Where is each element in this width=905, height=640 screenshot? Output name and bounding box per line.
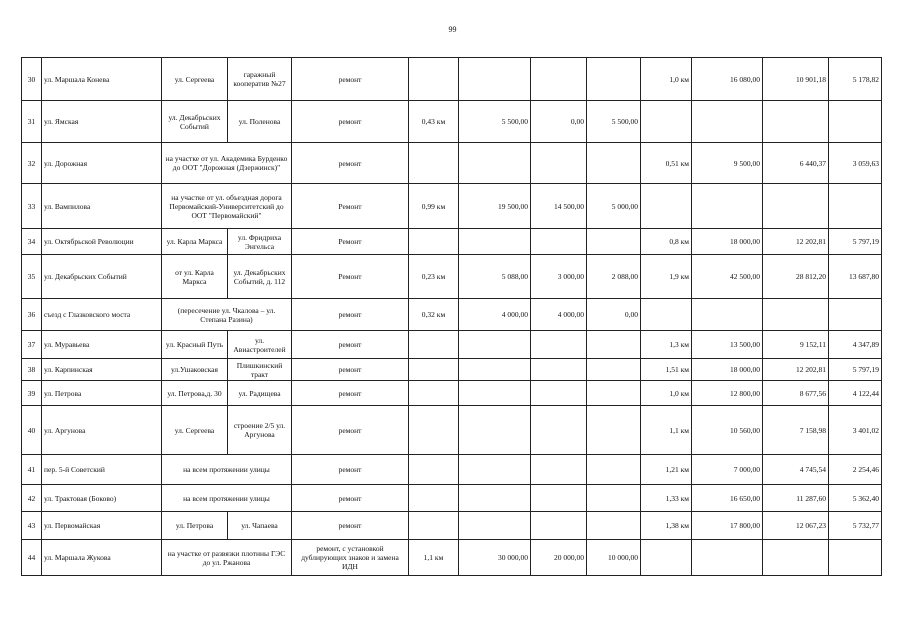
cost-part-b-first [587, 512, 641, 540]
cost-total-first [459, 512, 531, 540]
street-name: ул. Октябрьской Революции [42, 229, 162, 255]
table-row [22, 331, 882, 359]
cost-part-b-first [587, 381, 641, 406]
length-second: 1,51 км [641, 359, 692, 381]
street-name: ул. Муравьева [42, 331, 162, 359]
cost-part-a-first [531, 381, 587, 406]
length-first: 0,23 км [409, 255, 459, 299]
table-row [22, 359, 882, 381]
cost-total-first [459, 406, 531, 455]
cost-total-first [459, 485, 531, 512]
cost-part-a-second: 12 067,23 [763, 512, 829, 540]
cost-total-second [692, 299, 763, 331]
table-row [22, 143, 882, 184]
cost-part-a-first [531, 512, 587, 540]
cost-total-second: 18 000,00 [692, 229, 763, 255]
length-first: 0,32 км [409, 299, 459, 331]
cost-part-b-first [587, 58, 641, 101]
length-second: 0,51 км [641, 143, 692, 184]
section-from: ул. Карла Маркса [162, 229, 228, 255]
section-to: ул. Декабрьских Событий, д. 112 [228, 255, 292, 299]
length-first: 0,43 км [409, 101, 459, 143]
street-name: ул. Декабрьских Событий [42, 255, 162, 299]
cost-part-a-second: 8 677,56 [763, 381, 829, 406]
street-name: ул. Дорожная [42, 143, 162, 184]
work-type: Ремонт [292, 255, 409, 299]
cost-part-b-second: 4 347,89 [829, 331, 882, 359]
cost-total-second: 7 000,00 [692, 455, 763, 485]
page-number: 99 [448, 25, 457, 34]
cost-part-a-second: 11 287,60 [763, 485, 829, 512]
table-row [22, 229, 882, 255]
length-second: 0,8 км [641, 229, 692, 255]
cost-part-b-second [829, 299, 882, 331]
section-from: ул. Сергеева [162, 58, 228, 101]
cost-part-b-first: 5 000,00 [587, 184, 641, 229]
cost-total-second: 18 000,00 [692, 359, 763, 381]
section-to: ул. Фридриха Энгельса [228, 229, 292, 255]
table-body [22, 58, 882, 576]
street-name: пер. 5-й Советский [42, 455, 162, 485]
cost-total-first [459, 229, 531, 255]
row-number: 43 [22, 512, 42, 540]
cost-part-a-first: 0,00 [531, 101, 587, 143]
table-row [22, 299, 882, 331]
cost-part-a-first: 4 000,00 [531, 299, 587, 331]
length-first [409, 58, 459, 101]
cost-total-first [459, 58, 531, 101]
cost-part-a-second [763, 540, 829, 576]
work-type: ремонт [292, 485, 409, 512]
cost-total-first: 5 088,00 [459, 255, 531, 299]
cost-total-first [459, 359, 531, 381]
work-type: ремонт [292, 101, 409, 143]
row-number: 38 [22, 359, 42, 381]
length-first [409, 331, 459, 359]
length-second: 1,1 км [641, 406, 692, 455]
section-description: на участке от ул. объездная дорога Первомайский-Университетский до ООТ "Первомайский" [162, 184, 292, 229]
row-number: 40 [22, 406, 42, 455]
section-to: Плишкинский тракт [228, 359, 292, 381]
street-name: ул. Аргунова [42, 406, 162, 455]
table-row [22, 406, 882, 455]
table-row [22, 184, 882, 229]
length-second [641, 184, 692, 229]
cost-part-a-second [763, 184, 829, 229]
work-type: ремонт [292, 143, 409, 184]
cost-total-second: 17 800,00 [692, 512, 763, 540]
section-to: строение 2/5 ул. Аргунова [228, 406, 292, 455]
length-second: 1,33 км [641, 485, 692, 512]
cost-part-b-first: 10 000,00 [587, 540, 641, 576]
row-number: 33 [22, 184, 42, 229]
cost-part-a-first [531, 406, 587, 455]
length-second: 1,21 км [641, 455, 692, 485]
cost-part-a-second: 12 202,81 [763, 359, 829, 381]
cost-total-first: 19 500,00 [459, 184, 531, 229]
cost-total-second: 16 650,00 [692, 485, 763, 512]
cost-part-a-second [763, 299, 829, 331]
street-name: ул. Карпинская [42, 359, 162, 381]
cost-part-a-first [531, 143, 587, 184]
section-to: ул. Чапаева [228, 512, 292, 540]
work-type: ремонт [292, 406, 409, 455]
cost-part-a-second: 10 901,18 [763, 58, 829, 101]
cost-part-b-first [587, 359, 641, 381]
section-to: ул. Поленова [228, 101, 292, 143]
row-number: 36 [22, 299, 42, 331]
cost-part-a-first [531, 485, 587, 512]
length-first [409, 406, 459, 455]
cost-part-b-second: 4 122,44 [829, 381, 882, 406]
cost-part-a-second: 6 440,37 [763, 143, 829, 184]
cost-total-second [692, 540, 763, 576]
cost-part-a-second: 12 202,81 [763, 229, 829, 255]
cost-total-second: 12 800,00 [692, 381, 763, 406]
street-name: ул. Петрова [42, 381, 162, 406]
length-first: 0,99 км [409, 184, 459, 229]
work-type: Ремонт [292, 229, 409, 255]
street-name: ул. Маршала Жукова [42, 540, 162, 576]
cost-part-b-second: 3 059,63 [829, 143, 882, 184]
table-row [22, 255, 882, 299]
section-from: ул. Петрова [162, 512, 228, 540]
section-to: ул. Авиастроителей [228, 331, 292, 359]
cost-part-a-first [531, 359, 587, 381]
section-to: гаражный кооператив №27 [228, 58, 292, 101]
cost-part-b-second [829, 101, 882, 143]
cost-part-b-first [587, 331, 641, 359]
work-type: ремонт [292, 455, 409, 485]
cost-part-b-first [587, 229, 641, 255]
street-name: ул. Маршала Конева [42, 58, 162, 101]
cost-total-second: 16 080,00 [692, 58, 763, 101]
work-type: ремонт [292, 359, 409, 381]
cost-total-first [459, 331, 531, 359]
row-number: 30 [22, 58, 42, 101]
work-type: ремонт [292, 381, 409, 406]
cost-part-b-second: 13 687,80 [829, 255, 882, 299]
row-number: 44 [22, 540, 42, 576]
cost-part-b-first [587, 485, 641, 512]
length-first [409, 359, 459, 381]
length-first [409, 229, 459, 255]
cost-part-b-first [587, 406, 641, 455]
cost-part-a-second: 4 745,54 [763, 455, 829, 485]
cost-total-first: 30 000,00 [459, 540, 531, 576]
section-description: на участке от развязки плотины ГЭС до ул. Ржанова [162, 540, 292, 576]
cost-part-a-first: 3 000,00 [531, 255, 587, 299]
length-second [641, 299, 692, 331]
section-from: ул. Декабрьских Событий [162, 101, 228, 143]
section-description: на всем протяжении улицы [162, 485, 292, 512]
section-description: на участке от ул. Академика Бурденко до ООТ "Дорожная (Дзержинск)" [162, 143, 292, 184]
table-row [22, 58, 882, 101]
cost-part-b-first [587, 455, 641, 485]
cost-part-a-first [531, 229, 587, 255]
table-row [22, 512, 882, 540]
work-type: ремонт, с установкой дублирующих знаков и замена ИДН [292, 540, 409, 576]
row-number: 34 [22, 229, 42, 255]
roads-table [21, 57, 882, 576]
table-row [22, 485, 882, 512]
cost-total-first [459, 381, 531, 406]
cost-part-b-first [587, 143, 641, 184]
cost-part-a-second: 28 812,20 [763, 255, 829, 299]
length-first: 1,1 км [409, 540, 459, 576]
row-number: 41 [22, 455, 42, 485]
cost-total-second [692, 101, 763, 143]
cost-part-b-first: 2 088,00 [587, 255, 641, 299]
row-number: 31 [22, 101, 42, 143]
cost-part-a-second: 7 158,98 [763, 406, 829, 455]
length-first [409, 512, 459, 540]
table-row [22, 540, 882, 576]
section-from: ул. Красный Путь [162, 331, 228, 359]
cost-part-b-second: 5 178,82 [829, 58, 882, 101]
section-description: на всем протяжении улицы [162, 455, 292, 485]
length-first [409, 143, 459, 184]
street-name: ул. Ямская [42, 101, 162, 143]
row-number: 39 [22, 381, 42, 406]
table-row [22, 381, 882, 406]
work-type: ремонт [292, 58, 409, 101]
cost-part-a-first [531, 58, 587, 101]
cost-part-b-first: 5 500,00 [587, 101, 641, 143]
cost-total-second: 9 500,00 [692, 143, 763, 184]
cost-part-a-first [531, 455, 587, 485]
length-second: 1,38 км [641, 512, 692, 540]
cost-part-a-first [531, 331, 587, 359]
cost-part-b-second [829, 540, 882, 576]
section-from: ул. Петрова,д. 30 [162, 381, 228, 406]
cost-part-b-second: 5 797,19 [829, 359, 882, 381]
table-row [22, 101, 882, 143]
work-type: ремонт [292, 512, 409, 540]
street-name: съезд с Глазковского моста [42, 299, 162, 331]
cost-part-b-second: 5 797,19 [829, 229, 882, 255]
cost-part-b-second: 5 362,40 [829, 485, 882, 512]
length-second: 1,0 км [641, 381, 692, 406]
cost-part-a-second: 9 152,11 [763, 331, 829, 359]
cost-part-b-second: 2 254,46 [829, 455, 882, 485]
length-second: 1,3 км [641, 331, 692, 359]
cost-total-second: 13 500,00 [692, 331, 763, 359]
cost-part-b-first: 0,00 [587, 299, 641, 331]
cost-total-first: 4 000,00 [459, 299, 531, 331]
street-name: ул. Трактовая (Боково) [42, 485, 162, 512]
length-first [409, 381, 459, 406]
cost-part-a-second [763, 101, 829, 143]
street-name: ул. Первомайская [42, 512, 162, 540]
row-number: 42 [22, 485, 42, 512]
work-type: ремонт [292, 331, 409, 359]
length-first [409, 455, 459, 485]
street-name: ул. Вампилова [42, 184, 162, 229]
row-number: 35 [22, 255, 42, 299]
cost-total-second: 10 560,00 [692, 406, 763, 455]
row-number: 32 [22, 143, 42, 184]
length-second: 1,9 км [641, 255, 692, 299]
work-type: ремонт [292, 299, 409, 331]
cost-total-second: 42 500,00 [692, 255, 763, 299]
length-second [641, 101, 692, 143]
cost-total-first: 5 500,00 [459, 101, 531, 143]
cost-part-a-first: 20 000,00 [531, 540, 587, 576]
row-number: 37 [22, 331, 42, 359]
section-from: ул. Сергеева [162, 406, 228, 455]
length-first [409, 485, 459, 512]
section-description: (пересечение ул. Чкалова – ул. Степана Разина) [162, 299, 292, 331]
cost-part-b-second: 3 401,02 [829, 406, 882, 455]
length-second: 1,0 км [641, 58, 692, 101]
section-from: от ул. Карла Маркса [162, 255, 228, 299]
section-to: ул. Радищева [228, 381, 292, 406]
work-type: Ремонт [292, 184, 409, 229]
cost-part-b-second: 5 732,77 [829, 512, 882, 540]
cost-total-first [459, 143, 531, 184]
cost-total-second [692, 184, 763, 229]
table-row [22, 455, 882, 485]
cost-part-b-second [829, 184, 882, 229]
length-second [641, 540, 692, 576]
cost-part-a-first: 14 500,00 [531, 184, 587, 229]
cost-total-first [459, 455, 531, 485]
section-from: ул.Ушаковская [162, 359, 228, 381]
